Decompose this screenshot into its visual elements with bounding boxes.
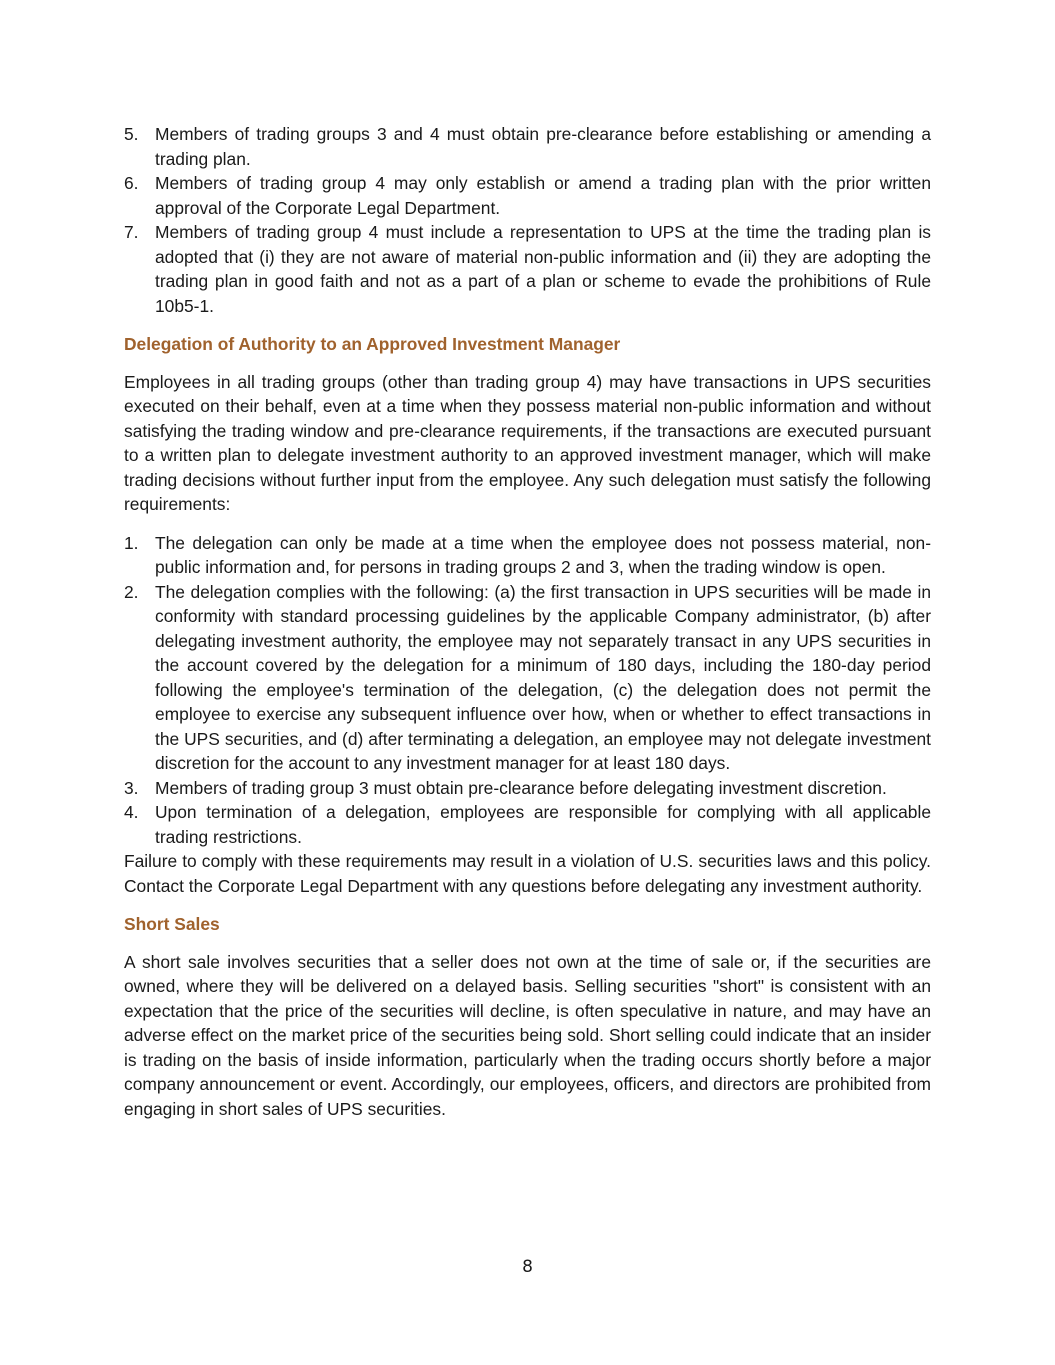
list-item [124,220,931,318]
list-item-number: 1. [124,532,139,553]
delegation-requirements-list [124,531,931,850]
list-item-number: 7. [124,222,139,242]
list-item-number: 5. [124,124,139,144]
trading-plan-list [124,122,931,318]
page-number: 8 [522,1257,533,1277]
list-item-number: 6. [124,173,139,193]
section-heading-delegation: Delegation of Authority to an Approved Investment Manager [124,334,621,354]
list-item-text: Members of trading group 4 may only establish or amend a trading plan with the prior written approval of the Corporate Legal Department. [155,173,931,218]
short-sales-paragraph: A short sale involves securities that a seller does not own at the time of sale or, if the securities are owned, where they will be delivered on a delayed basis. Selling securities "short" is consistent with an expectation that the price of the securities will decline, is often speculative in nature, and may have an adverse effect on the market price of the securities being sold. Short selling could indicate that an insider is trading on the basis of inside information, particularly when the trading occurs shortly before a major company announcement or event. Accordingly, our employees, officers, and directors are prohibited from engaging in short sales of UPS securities. [124,951,931,1119]
list-item-number: 2. [124,581,139,602]
list-item [124,800,931,849]
list-item-text: The delegation complies with the following: (a) the first transaction in UPS securities will be made in conformity with standard processing guidelines by the applicable Company administrator, (b) after delegating investment authority, the employee may not separately transact in any UPS securities in the account covered by the delegation for a minimum of 180 days, including the 180-day period following the employee's termination of the delegation, (c) the delegation does not permit the employee to exercise any subsequent influence over how, when or whether to effect transactions in the UPS securities, and (d) after terminating a delegation, an employee may not delegate investment discretion for the account to any investment manager for at least 180 days. [155,581,931,773]
list-item-number: 3. [124,777,139,798]
list-item-text: Members of trading groups 3 and 4 must obtain pre-clearance before establishing or amending a trading plan. [155,124,931,169]
document-page [124,122,931,1121]
delegation-intro-paragraph: Employees in all trading groups (other than trading group 4) may have transactions in UPS securities executed on their behalf, even at a time when they possess material non-public information and without satisfying the trading window and pre-clearance requirements, if the transactions are executed pursuant to a written plan to delegate investment authority to an approved investment manager, which will make trading decisions without further input from the employee. Any such delegation must satisfy the following requirements: [124,371,931,514]
list-item [124,580,931,776]
delegation-closing-paragraph: Failure to comply with these requirements may result in a violation of U.S. securities laws and this policy. Contact the Corporate Legal Department with any questions before delegating any investment authority. [124,851,931,896]
list-item [124,122,931,171]
section-heading-short-sales: Short Sales [124,914,220,934]
list-item [124,531,931,580]
list-item-number: 4. [124,802,139,822]
list-item [124,776,931,801]
list-item-text: Members of trading group 3 must obtain pre-clearance before delegating investment discretion. [155,777,887,798]
list-item [124,171,931,220]
list-item-text: Upon termination of a delegation, employees are responsible for complying with all applicable trading restrictions. [155,802,931,847]
list-item-text: The delegation can only be made at a time when the employee does not possess material, non-public information and, for persons in trading groups 2 and 3, when the trading window is open. [155,532,931,577]
list-item-text: Members of trading group 4 must include a representation to UPS at the time the trading plan is adopted that (i) they are not aware of material non-public information and (ii) they are adopting the trading plan in good faith and not as a part of a plan or scheme to evade the prohibitions of Rule 10b5-1. [155,222,931,316]
